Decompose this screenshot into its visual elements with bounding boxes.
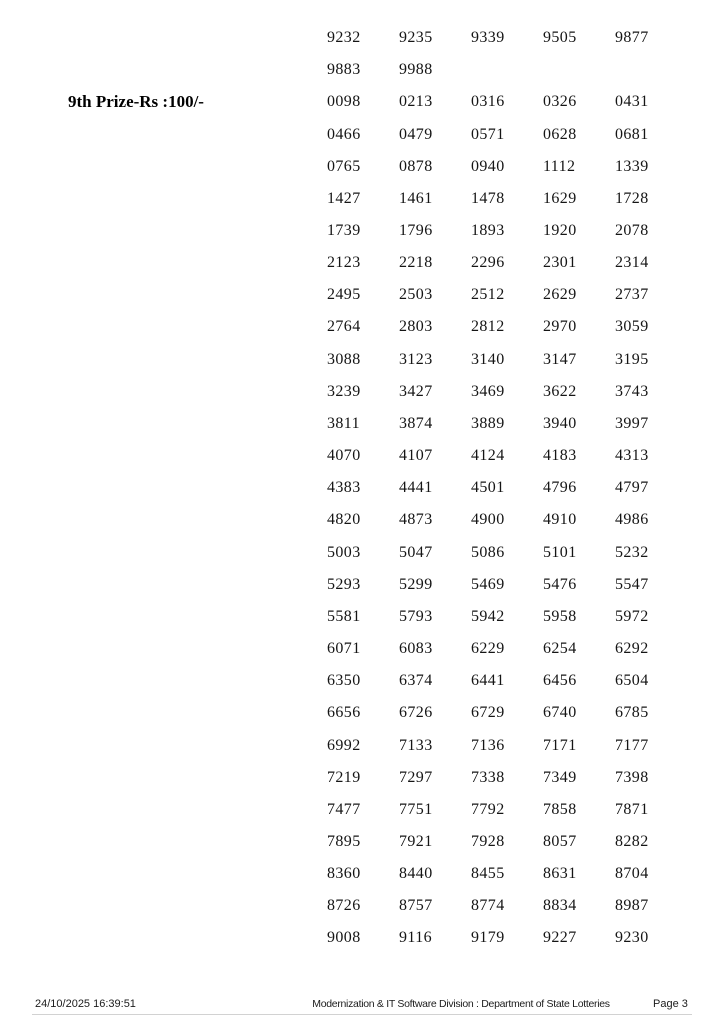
winning-number: 0316 — [471, 93, 505, 111]
winning-number: 5003 — [327, 543, 361, 561]
winning-number: 0765 — [327, 157, 361, 175]
number-row — [327, 86, 687, 118]
number-row — [327, 151, 687, 183]
number-row — [327, 633, 687, 665]
winning-number: 9008 — [327, 929, 361, 947]
winning-number: 9116 — [399, 929, 433, 947]
number-row — [327, 279, 687, 311]
winning-number: 6785 — [615, 704, 649, 722]
winning-number: 4986 — [615, 511, 649, 529]
footer-rule — [32, 1014, 692, 1015]
winning-number: 3427 — [399, 382, 433, 400]
number-row — [327, 794, 687, 826]
winning-number: 6350 — [327, 672, 361, 690]
winning-number: 2301 — [543, 254, 577, 272]
number-row — [327, 601, 687, 633]
number-row — [327, 890, 687, 922]
winning-number: 3622 — [543, 382, 577, 400]
winning-number: 3123 — [399, 350, 433, 368]
winning-number: 1461 — [399, 189, 433, 207]
number-row — [327, 569, 687, 601]
winning-number: 7171 — [543, 736, 577, 754]
number-row — [327, 54, 687, 86]
winning-number: 2078 — [615, 222, 649, 240]
winning-number: 6992 — [327, 736, 361, 754]
winning-number: 9339 — [471, 29, 505, 47]
winning-number: 7792 — [471, 800, 505, 818]
winning-number: 6740 — [543, 704, 577, 722]
winning-number: 3059 — [615, 318, 649, 336]
winning-number: 0571 — [471, 125, 505, 143]
winning-number: 1427 — [327, 189, 361, 207]
winning-number: 5101 — [543, 543, 577, 561]
number-row — [327, 247, 687, 279]
winning-number: 1920 — [543, 222, 577, 240]
footer-page-number: Page 3 — [653, 998, 688, 1010]
winning-number: 6292 — [615, 640, 649, 658]
winning-number: 6656 — [327, 704, 361, 722]
winning-number: 2296 — [471, 254, 505, 272]
winning-number: 5232 — [615, 543, 649, 561]
winning-number: 9883 — [327, 61, 361, 79]
footer-division-text: Modernization & IT Software Division : Department of State Lotteries — [312, 998, 610, 1010]
winning-number: 6504 — [615, 672, 649, 690]
number-row — [327, 22, 687, 54]
winning-number: 2737 — [615, 286, 649, 304]
winning-number: 1893 — [471, 222, 505, 240]
winning-number: 1112 — [543, 157, 576, 175]
winning-number: 7858 — [543, 800, 577, 818]
number-row — [327, 311, 687, 343]
winning-number: 4313 — [615, 447, 649, 465]
winning-number: 6374 — [399, 672, 433, 690]
winning-number: 6729 — [471, 704, 505, 722]
winning-number: 4910 — [543, 511, 577, 529]
number-row — [327, 665, 687, 697]
winning-number: 7349 — [543, 768, 577, 786]
winning-number: 6726 — [399, 704, 433, 722]
winning-number: 9230 — [615, 929, 649, 947]
winning-number: 4796 — [543, 479, 577, 497]
winning-number: 7871 — [615, 800, 649, 818]
number-row — [327, 858, 687, 890]
winning-number: 0878 — [399, 157, 433, 175]
winning-number: 0326 — [543, 93, 577, 111]
winning-number: 2629 — [543, 286, 577, 304]
winning-number: 5958 — [543, 607, 577, 625]
winning-number: 5047 — [399, 543, 433, 561]
winning-number: 8757 — [399, 897, 433, 915]
winning-number: 8704 — [615, 865, 649, 883]
winning-number: 3874 — [399, 414, 433, 432]
winning-number: 2495 — [327, 286, 361, 304]
winning-number: 7477 — [327, 800, 361, 818]
winning-number: 7133 — [399, 736, 433, 754]
winning-number: 4070 — [327, 447, 361, 465]
winning-number: 4873 — [399, 511, 433, 529]
winning-number: 0940 — [471, 157, 505, 175]
winning-number: 6071 — [327, 640, 361, 658]
winning-number: 8440 — [399, 865, 433, 883]
number-row — [327, 697, 687, 729]
winning-number: 3469 — [471, 382, 505, 400]
winning-number: 8987 — [615, 897, 649, 915]
winning-number: 0479 — [399, 125, 433, 143]
winning-number: 3239 — [327, 382, 361, 400]
winning-number: 2812 — [471, 318, 505, 336]
winning-number: 6083 — [399, 640, 433, 658]
winning-number: 7921 — [399, 832, 433, 850]
winning-number: 4501 — [471, 479, 505, 497]
winning-number: 5086 — [471, 543, 505, 561]
number-row — [327, 344, 687, 376]
winning-number: 3088 — [327, 350, 361, 368]
winning-number: 1728 — [615, 189, 649, 207]
winning-number: 4820 — [327, 511, 361, 529]
winning-number: 7928 — [471, 832, 505, 850]
winning-number: 2503 — [399, 286, 433, 304]
winning-number: 7297 — [399, 768, 433, 786]
winning-number: 4183 — [543, 447, 577, 465]
number-row — [327, 762, 687, 794]
winning-number: 3140 — [471, 350, 505, 368]
winning-number: 1739 — [327, 222, 361, 240]
winning-number: 8726 — [327, 897, 361, 915]
winning-number: 6456 — [543, 672, 577, 690]
winning-number: 9232 — [327, 29, 361, 47]
winning-number: 3147 — [543, 350, 577, 368]
winning-number: 2218 — [399, 254, 433, 272]
number-row — [327, 408, 687, 440]
number-row — [327, 729, 687, 761]
winning-number: 7219 — [327, 768, 361, 786]
winning-number: 5793 — [399, 607, 433, 625]
number-row — [327, 504, 687, 536]
prize-tier-label: 9th Prize-Rs :100/- — [68, 92, 204, 111]
winning-number: 9505 — [543, 29, 577, 47]
winning-number: 8774 — [471, 897, 505, 915]
winning-number: 7177 — [615, 736, 649, 754]
winning-number: 6229 — [471, 640, 505, 658]
winning-number: 3940 — [543, 414, 577, 432]
winning-number: 5299 — [399, 575, 433, 593]
winning-number: 3811 — [327, 414, 361, 432]
number-row — [327, 826, 687, 858]
number-row — [327, 215, 687, 247]
winning-number: 8455 — [471, 865, 505, 883]
winning-number: 4124 — [471, 447, 505, 465]
winning-number: 2314 — [615, 254, 649, 272]
winning-number: 0628 — [543, 125, 577, 143]
winning-number: 3195 — [615, 350, 649, 368]
winning-number: 1339 — [615, 157, 649, 175]
winning-number: 4107 — [399, 447, 433, 465]
winning-number: 2970 — [543, 318, 577, 336]
winning-number: 8057 — [543, 832, 577, 850]
number-row — [327, 118, 687, 150]
winning-number: 8360 — [327, 865, 361, 883]
winning-number: 7338 — [471, 768, 505, 786]
winning-number: 2123 — [327, 254, 361, 272]
winning-number: 9179 — [471, 929, 505, 947]
winning-number: 1629 — [543, 189, 577, 207]
winning-number: 3997 — [615, 414, 649, 432]
number-row — [327, 922, 687, 954]
winning-number: 6254 — [543, 640, 577, 658]
winning-number: 5547 — [615, 575, 649, 593]
number-row — [327, 472, 687, 504]
winning-numbers-grid — [327, 22, 687, 955]
winning-number: 0213 — [399, 93, 433, 111]
winning-number: 5293 — [327, 575, 361, 593]
winning-number: 9227 — [543, 929, 577, 947]
winning-number: 8282 — [615, 832, 649, 850]
winning-number: 4900 — [471, 511, 505, 529]
winning-number: 9988 — [399, 61, 433, 79]
winning-number: 9235 — [399, 29, 433, 47]
winning-number: 2764 — [327, 318, 361, 336]
winning-number: 8631 — [543, 865, 577, 883]
winning-number: 5476 — [543, 575, 577, 593]
winning-number: 6441 — [471, 672, 505, 690]
winning-number: 4441 — [399, 479, 433, 497]
winning-number: 3889 — [471, 414, 505, 432]
winning-number: 3743 — [615, 382, 649, 400]
winning-number: 0681 — [615, 125, 649, 143]
winning-number: 0098 — [327, 93, 361, 111]
winning-number: 4383 — [327, 479, 361, 497]
winning-number: 5972 — [615, 607, 649, 625]
winning-number: 1796 — [399, 222, 433, 240]
winning-number: 7751 — [399, 800, 433, 818]
number-row — [327, 440, 687, 472]
footer-timestamp: 24/10/2025 16:39:51 — [35, 998, 136, 1010]
winning-number: 9877 — [615, 29, 649, 47]
winning-number: 0431 — [615, 93, 649, 111]
winning-number: 2512 — [471, 286, 505, 304]
winning-number: 1478 — [471, 189, 505, 207]
winning-number: 2803 — [399, 318, 433, 336]
winning-number: 0466 — [327, 125, 361, 143]
winning-number: 8834 — [543, 897, 577, 915]
number-row — [327, 183, 687, 215]
winning-number: 7895 — [327, 832, 361, 850]
winning-number: 5469 — [471, 575, 505, 593]
number-row — [327, 376, 687, 408]
number-row — [327, 537, 687, 569]
winning-number: 7136 — [471, 736, 505, 754]
winning-number: 5581 — [327, 607, 361, 625]
winning-number: 7398 — [615, 768, 649, 786]
winning-number: 5942 — [471, 607, 505, 625]
winning-number: 4797 — [615, 479, 649, 497]
